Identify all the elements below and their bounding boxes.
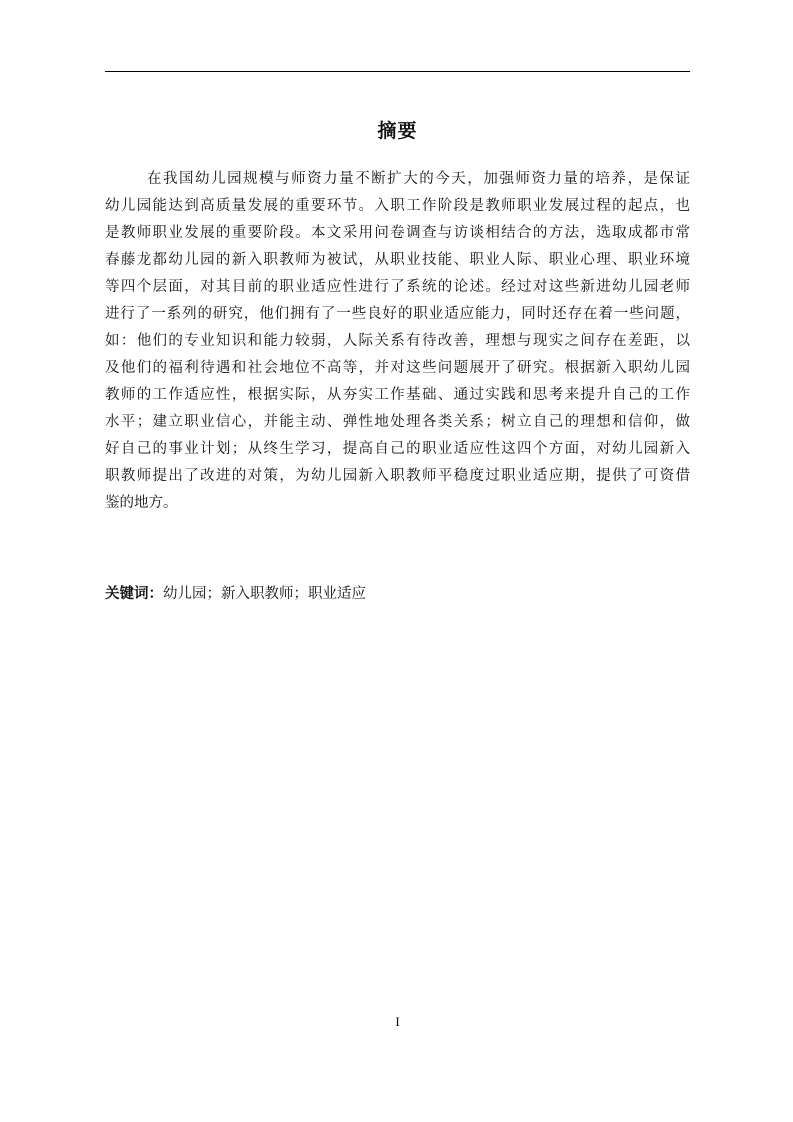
page-number: I: [395, 1014, 400, 1029]
abstract-line: 是教师职业发展的重要阶段。本文采用问卷调查与访谈相结合的方法，选取成都市常: [105, 225, 690, 241]
header-rule: [105, 71, 690, 72]
abstract-line: 进行了一系列的研究，他们拥有了一些良好的职业适应能力，同时还存在着一些问题，: [105, 306, 690, 322]
page-title: 摘要: [377, 120, 418, 142]
abstract-line: 好自己的事业计划；从终生学习，提高自己的职业适应性这四个方面，对幼儿园新入: [105, 441, 690, 457]
abstract-line: 及他们的福利待遇和社会地位不高等，并对这些问题展开了研究。根据新入职幼儿园: [105, 360, 690, 376]
abstract-line: 水平；建立职业信心，并能主动、弹性地处理各类关系；树立自己的理想和信仰，做: [105, 414, 690, 430]
abstract-body: [105, 166, 690, 517]
abstract-line: 幼儿园能达到高质量发展的重要环节。入职工作阶段是教师职业发展过程的起点，也: [105, 198, 690, 214]
keywords-label: 关键词：: [105, 586, 163, 602]
abstract-line: 春藤龙都幼儿园的新入职教师为被试，从职业技能、职业人际、职业心理、职业环境: [105, 252, 690, 268]
abstract-line: 教师的工作适应性，根据实际，从夯实工作基础、通过实践和思考来提升自己的工作: [105, 387, 690, 403]
keywords: [105, 582, 690, 606]
abstract-line: 如：他们的专业知识和能力较弱，人际关系有待改善，理想与现实之间存在差距，以: [105, 333, 690, 349]
abstract-line: 等四个层面，对其目前的职业适应性进行了系统的论述。经过对这些新进幼儿园老师: [105, 279, 690, 295]
abstract-line: 鉴的地方。: [105, 495, 178, 511]
keywords-text: 幼儿园；新入职教师；职业适应: [163, 586, 366, 602]
abstract-line: 职教师提出了改进的对策，为幼儿园新入职教师平稳度过职业适应期，提供了可资借: [105, 468, 690, 484]
abstract-line: 在我国幼儿园规模与师资力量不断扩大的今天，加强师资力量的培养，是保证: [147, 171, 690, 187]
